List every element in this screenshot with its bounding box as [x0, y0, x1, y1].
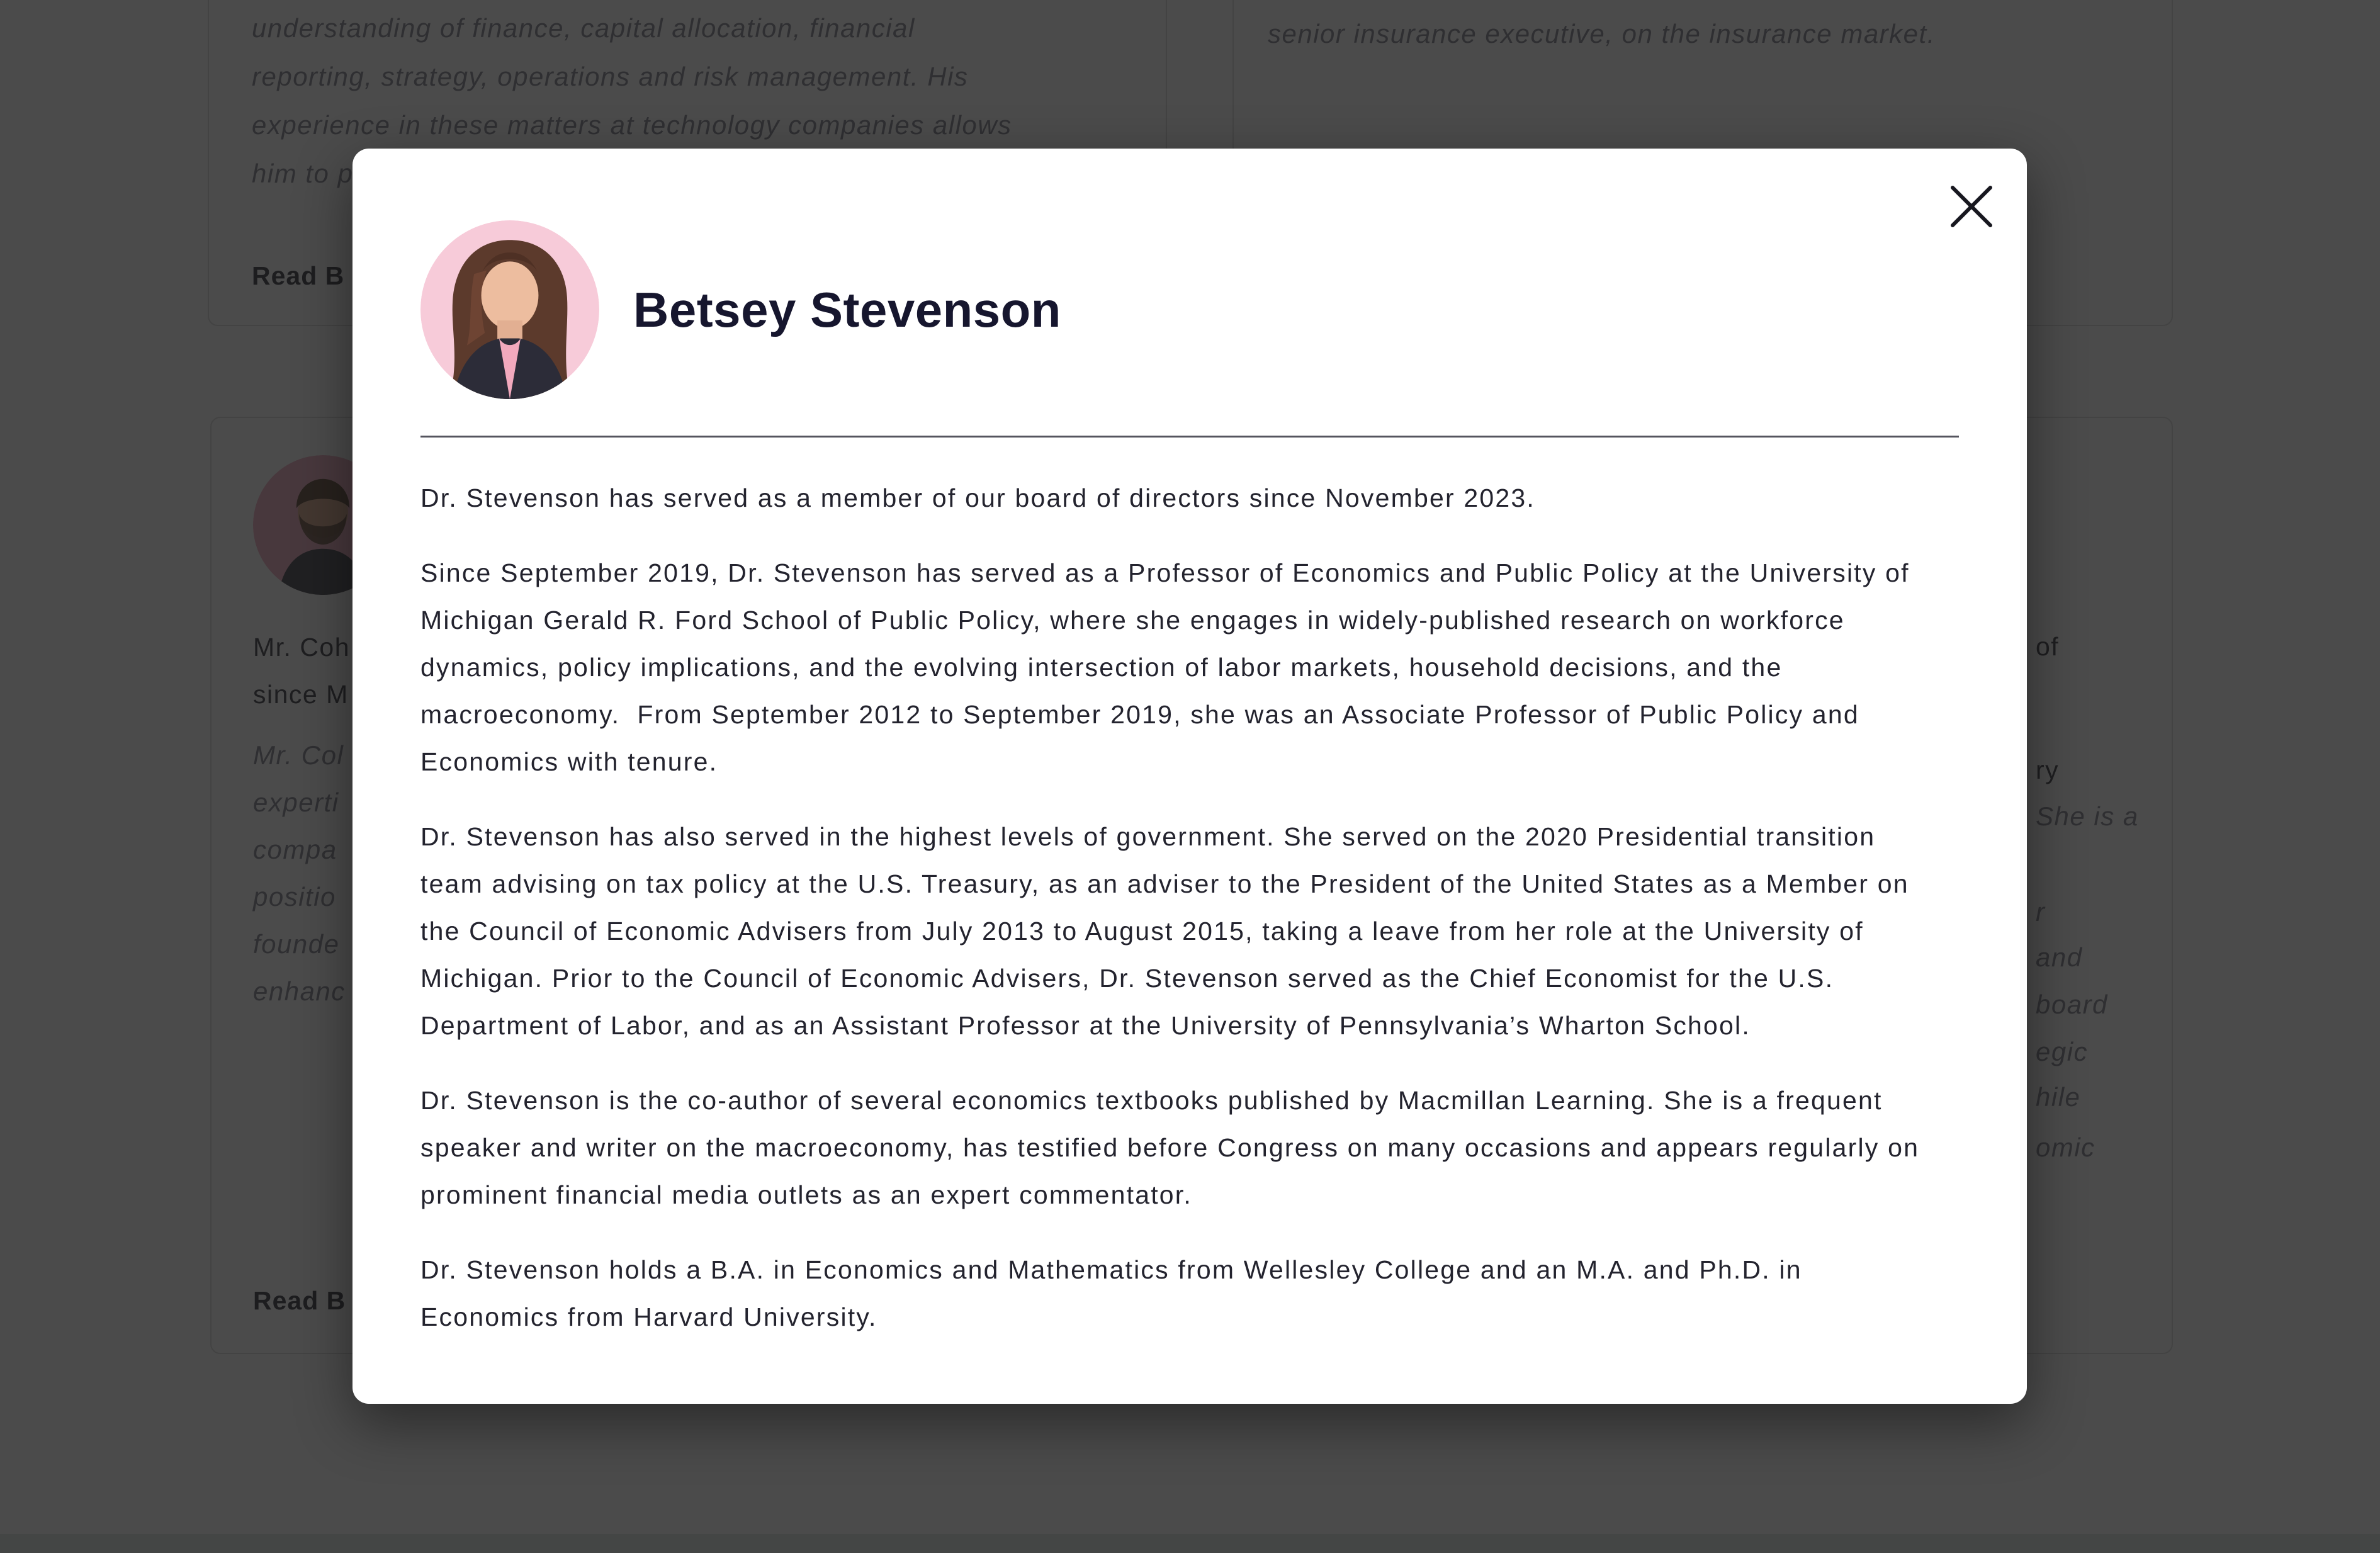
close-button[interactable]: [1941, 176, 2002, 237]
bio-modal: [352, 149, 2027, 1404]
bio-paragraph: Since September 2019, Dr. Stevenson has served as a Professor of Economics and Public Policy at the University of Michigan Gerald R. Ford School of Public Policy, where she engages in widely-published research on workforce dynamics, policy implications, and the evolving intersection of labor markets, household decisions, and the macroeconomy. From September 2012 to September 2019, she was an Associate Professor of Public Policy and Economics with tenure.: [420, 558, 1919, 776]
title-divider: [420, 436, 1959, 438]
close-icon: [1948, 183, 1995, 230]
betsey-stevenson-photo: [420, 220, 599, 399]
modal-header: [420, 220, 1061, 399]
avatar: [420, 220, 599, 399]
bio-paragraph: Dr. Stevenson has also served in the highest levels of government. She served on the 2020 Presidential transition team advising on tax policy at the U.S. Treasury, as an adviser to the President of the United States as a Member on the Council of Economic Advisers from July 2013 to August 2015, taking a leave from her role at the University of Michigan. Prior to the Council of Economic Advisers, Dr. Stevenson served as the Chief Economist for the U.S. Department of Labor, and as an Assistant Professor at the University of Pennsylvania’s Wharton School.: [420, 822, 1918, 1040]
modal-title: Betsey Stevenson: [633, 281, 1061, 337]
bio-paragraph: Dr. Stevenson is the co-author of several economics textbooks published by Macmillan Learning. She is a frequent speaker and writer on the macroeconomy, has testified before Congress on many occasions and appears regularly on prominent financial media outlets as an expert commentator.: [420, 1086, 1928, 1209]
bio-paragraph: Dr. Stevenson holds a B.A. in Economics and Mathematics from Wellesley College and an M.A. and Ph.D. in Economics from Harvard University.: [420, 1255, 1811, 1331]
bio-paragraph: Dr. Stevenson has served as a member of our board of directors since November 2023.: [420, 483, 1536, 512]
bio-text: [420, 475, 1931, 1369]
